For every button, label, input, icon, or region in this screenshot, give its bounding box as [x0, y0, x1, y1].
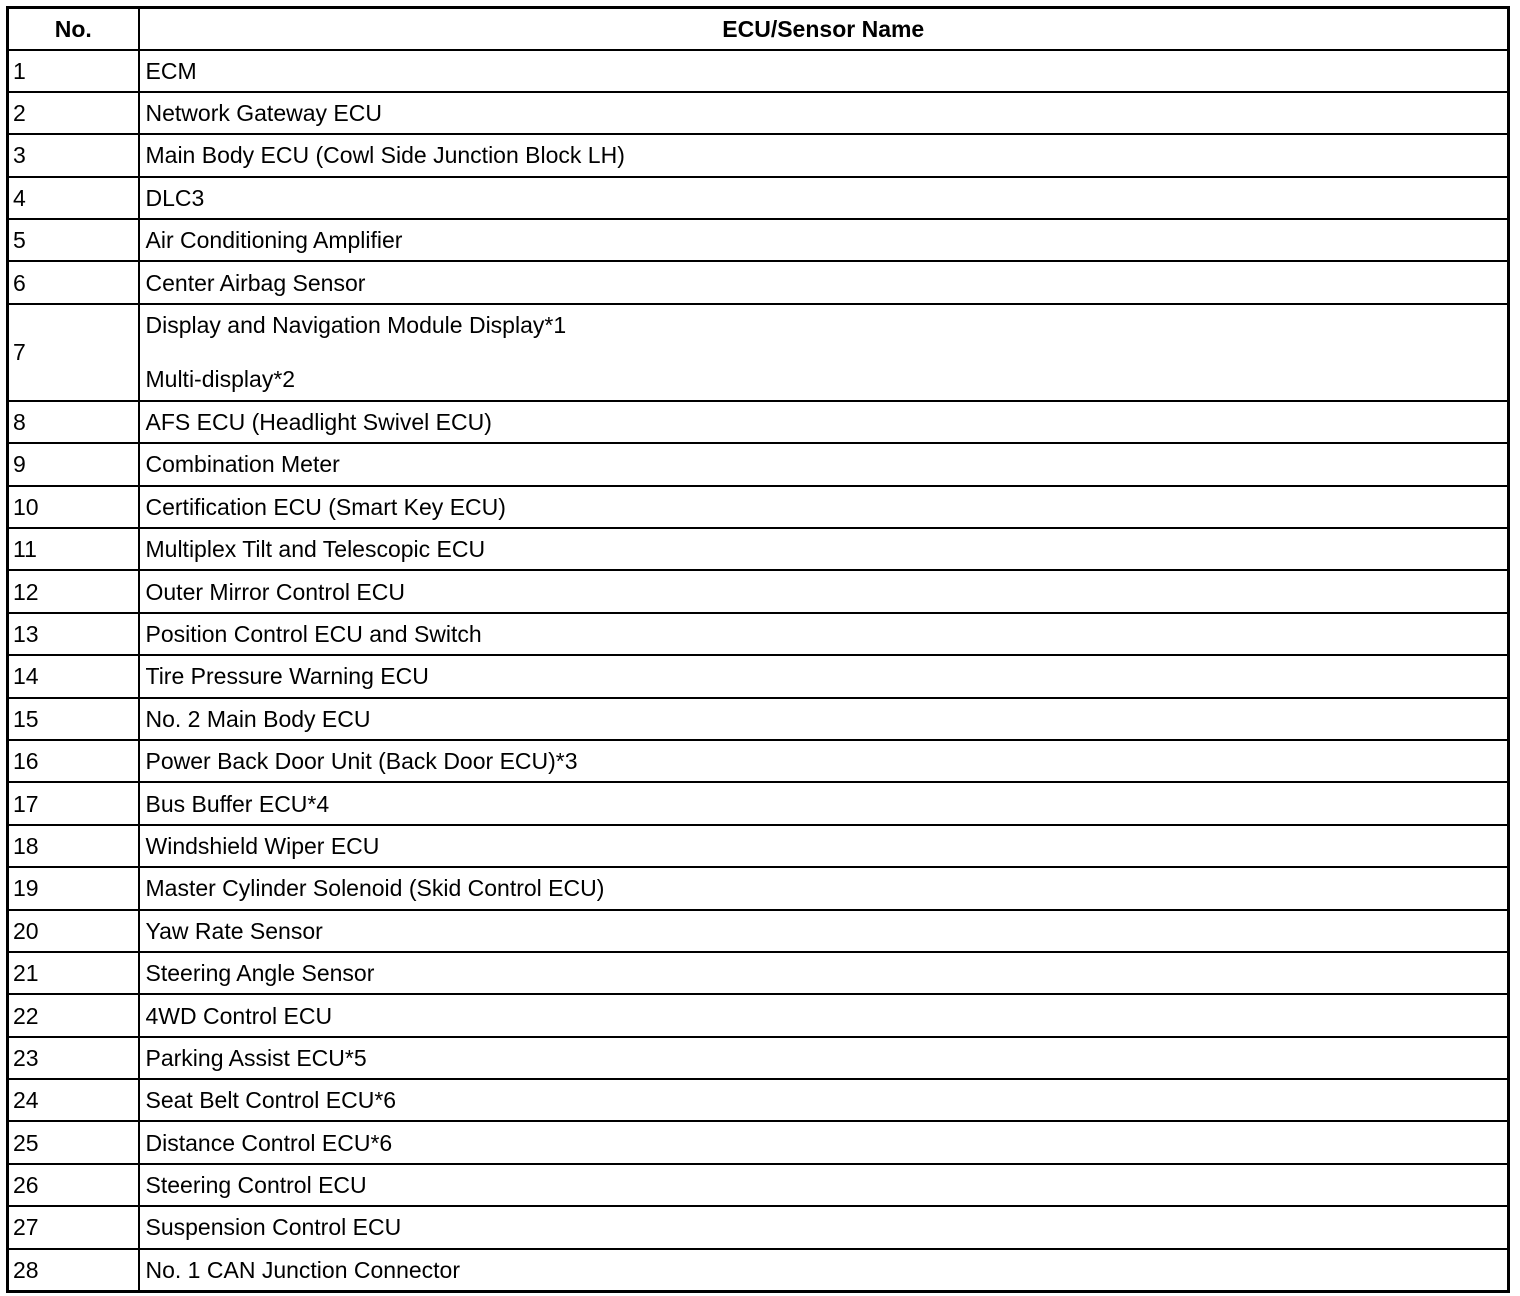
ecu-name-text: Parking Assist ECU*5: [145, 1044, 367, 1071]
ecu-name-text: Seat Belt Control ECU*6: [145, 1087, 397, 1114]
table-row: [8, 219, 1509, 261]
column-header-ecu-sensor-name: ECU/Sensor Name: [139, 8, 1509, 50]
ecu-name-text: Air Conditioning Amplifier: [145, 227, 403, 254]
ecu-name-cell: [139, 219, 1509, 261]
ecu-name-cell: [139, 910, 1509, 952]
row-number-cell: 5: [8, 219, 139, 261]
ecu-name-cell: [139, 570, 1509, 612]
row-number-cell: 9: [8, 443, 139, 485]
ecu-name-text: Certification ECU (Smart Key ECU): [145, 493, 506, 520]
row-number-cell: 21: [8, 952, 139, 994]
ecu-name-text: AFS ECU (Headlight Swivel ECU): [145, 409, 492, 436]
row-number-cell: 17: [8, 782, 139, 824]
ecu-name-cell: [139, 92, 1509, 134]
table-row: [8, 867, 1509, 909]
table-row: [8, 50, 1509, 92]
row-number-cell: 15: [8, 698, 139, 740]
ecu-name-cell: [139, 50, 1509, 92]
ecu-name-cell: [139, 177, 1509, 219]
row-number-cell: 10: [8, 486, 139, 528]
ecu-name-text: Network Gateway ECU: [145, 100, 382, 127]
table-header-row: [8, 8, 1509, 50]
ecu-name-text: Power Back Door Unit (Back Door ECU)*3: [145, 748, 578, 775]
table-row: [8, 486, 1509, 528]
table-row: [8, 528, 1509, 570]
ecu-name-text: DLC3: [145, 184, 205, 211]
ecu-name-cell: [139, 261, 1509, 303]
table-row: [8, 92, 1509, 134]
ecu-name-cell: [139, 655, 1509, 697]
ecu-name-cell: [139, 134, 1509, 176]
ecu-name-text: Suspension Control ECU: [145, 1214, 402, 1241]
ecu-name-cell: [139, 1121, 1509, 1163]
ecu-name-cell: [139, 1079, 1509, 1121]
row-number-cell: 4: [8, 177, 139, 219]
table-row: [8, 825, 1509, 867]
ecu-name-cell: [139, 443, 1509, 485]
row-number-cell: 14: [8, 655, 139, 697]
ecu-name-text: Combination Meter: [145, 451, 340, 478]
ecu-name-cell: [139, 740, 1509, 782]
ecu-name-cell: [139, 1206, 1509, 1248]
ecu-name-text: Main Body ECU (Cowl Side Junction Block LH): [145, 142, 625, 169]
ecu-name-cell: [139, 528, 1509, 570]
ecu-name-text: Master Cylinder Solenoid (Skid Control ECU): [145, 875, 605, 902]
ecu-name-text: No. 2 Main Body ECU: [145, 705, 371, 732]
ecu-name-text: 4WD Control ECU: [145, 1002, 333, 1029]
ecu-name-text: Multi-display*2: [145, 366, 296, 393]
ecu-name-text: Yaw Rate Sensor: [145, 917, 323, 944]
ecu-name-text: Display and Navigation Module Display*1: [145, 312, 567, 339]
table-row: [8, 655, 1509, 697]
table-row: [8, 401, 1509, 443]
ecu-name-cell: [139, 1164, 1509, 1206]
ecu-name-cell: [139, 994, 1509, 1036]
table-row: [8, 570, 1509, 612]
table-row: [8, 1206, 1509, 1248]
table-row: [8, 952, 1509, 994]
ecu-name-text: Bus Buffer ECU*4: [145, 790, 330, 817]
table-row: [8, 261, 1509, 303]
ecu-name-cell: [139, 613, 1509, 655]
ecu-name-cell: [139, 1037, 1509, 1079]
ecu-name-cell: [139, 825, 1509, 867]
table-row: [8, 304, 1509, 401]
table-row: [8, 782, 1509, 824]
row-number-cell: 7: [8, 304, 139, 401]
row-number-cell: 8: [8, 401, 139, 443]
ecu-name-text: Center Airbag Sensor: [145, 269, 366, 296]
row-number-cell: 11: [8, 528, 139, 570]
ecu-name-cell: [139, 1249, 1509, 1291]
table-row: [8, 443, 1509, 485]
ecu-name-text: Outer Mirror Control ECU: [145, 578, 405, 605]
table-row: [8, 177, 1509, 219]
row-number-cell: 23: [8, 1037, 139, 1079]
ecu-name-cell: [139, 867, 1509, 909]
row-number-cell: 22: [8, 994, 139, 1036]
table-row: [8, 1121, 1509, 1163]
row-number-cell: 25: [8, 1121, 139, 1163]
ecu-name-text: Distance Control ECU*6: [145, 1129, 393, 1156]
row-number-cell: 1: [8, 50, 139, 92]
table-row: [8, 1079, 1509, 1121]
ecu-name-text: No. 1 CAN Junction Connector: [145, 1256, 460, 1283]
table-row: [8, 613, 1509, 655]
table-row: [8, 1249, 1509, 1291]
table-body: [8, 50, 1509, 1292]
table-row: [8, 134, 1509, 176]
ecu-name-text: Steering Angle Sensor: [145, 960, 375, 987]
row-number-cell: 27: [8, 1206, 139, 1248]
ecu-name-cell: [139, 698, 1509, 740]
table-row: [8, 740, 1509, 782]
row-number-cell: 20: [8, 910, 139, 952]
ecu-name-cell: [139, 401, 1509, 443]
ecu-name-cell: [139, 782, 1509, 824]
ecu-name-text: Windshield Wiper ECU: [145, 832, 380, 859]
ecu-name-cell: [139, 486, 1509, 528]
table-row: [8, 1037, 1509, 1079]
column-header-no: No.: [8, 8, 139, 50]
ecu-name-text: Position Control ECU and Switch: [145, 620, 482, 647]
ecu-name-cell: [139, 304, 1509, 401]
row-number-cell: 16: [8, 740, 139, 782]
table-row: [8, 910, 1509, 952]
row-number-cell: 24: [8, 1079, 139, 1121]
ecu-name-cell: [139, 952, 1509, 994]
row-number-cell: 3: [8, 134, 139, 176]
ecu-name-text: Multiplex Tilt and Telescopic ECU: [145, 536, 486, 563]
ecu-name-text: ECM: [145, 57, 197, 84]
row-number-cell: 26: [8, 1164, 139, 1206]
row-number-cell: 28: [8, 1249, 139, 1291]
row-number-cell: 18: [8, 825, 139, 867]
row-number-cell: 19: [8, 867, 139, 909]
table-row: [8, 1164, 1509, 1206]
ecu-name-text: Tire Pressure Warning ECU: [145, 663, 429, 690]
table-row: [8, 698, 1509, 740]
ecu-sensor-table: [6, 6, 1510, 1293]
table-row: [8, 994, 1509, 1036]
row-number-cell: 13: [8, 613, 139, 655]
row-number-cell: 12: [8, 570, 139, 612]
row-number-cell: 6: [8, 261, 139, 303]
row-number-cell: 2: [8, 92, 139, 134]
ecu-name-text: Steering Control ECU: [145, 1172, 367, 1199]
